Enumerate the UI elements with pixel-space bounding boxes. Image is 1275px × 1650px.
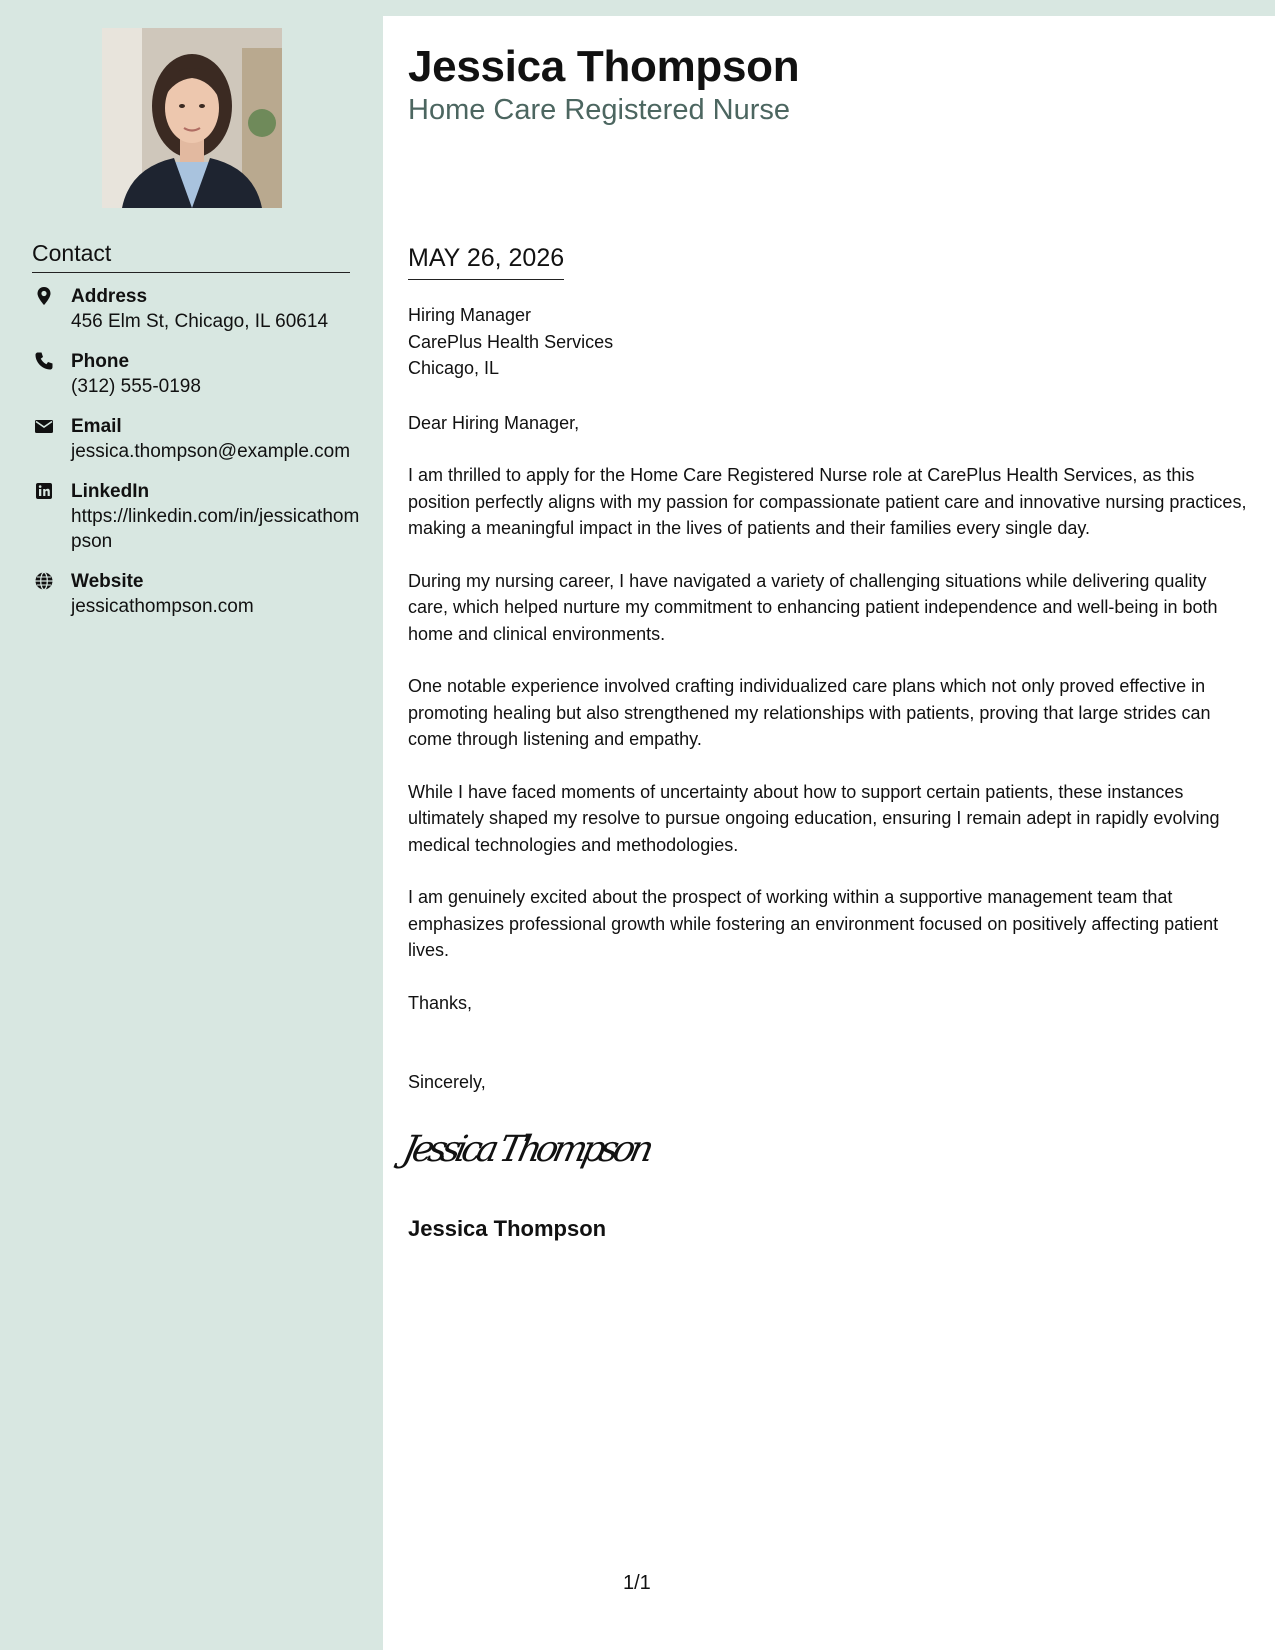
contact-value: 456 Elm St, Chicago, IL 60614 bbox=[71, 311, 329, 332]
salutation: Dear Hiring Manager, bbox=[408, 412, 580, 433]
job-title: Home Care Registered Nurse bbox=[408, 94, 790, 126]
signed-name: Jessica Thompson bbox=[408, 1216, 607, 1241]
letter-paragraph: I am thrilled to apply for the Home Care Registered Nurse role at CarePlus Health Services, as this position perfectly aligns with my passion for compassionate patient care and innovative nursing practices, making a meaningful impact in the lives of patients and their families every single day. bbox=[408, 465, 1247, 538]
contact-phone bbox=[32, 350, 362, 399]
letter-paragraph: I am genuinely excited about the prospect of working within a supportive management team that emphasizes professional growth while fostering an environment focused on positively affecting patient lives. bbox=[408, 887, 1219, 960]
contact-label: Email bbox=[71, 416, 122, 437]
recipient-line: Hiring Manager bbox=[408, 305, 532, 325]
letter-body bbox=[383, 16, 1275, 1650]
letter-content bbox=[408, 302, 1248, 1122]
recipient-block bbox=[408, 302, 1248, 382]
letter-paragraph: While I have faced moments of uncertainty about how to support certain patients, these instances ultimately shaped my resolve to pursue ongoing education, ensuring I remain adept in rapidly evolving medical technologies and methodologies. bbox=[408, 781, 1220, 855]
location-pin-icon bbox=[34, 286, 54, 306]
contact-website bbox=[32, 570, 362, 619]
handwritten-signature bbox=[399, 1123, 675, 1182]
linkedin-icon bbox=[34, 481, 54, 501]
contact-label: Website bbox=[71, 571, 144, 592]
recipient-line: Chicago, IL bbox=[408, 358, 500, 378]
contact-value[interactable]: https://linkedin.com/in/jessicathompson bbox=[71, 506, 360, 552]
contact-list bbox=[32, 285, 362, 635]
contact-label: LinkedIn bbox=[71, 481, 150, 502]
contact-email bbox=[32, 415, 362, 464]
contact-linkedin bbox=[32, 480, 362, 554]
closing-line: Sincerely, bbox=[408, 1072, 486, 1092]
globe-icon bbox=[34, 571, 54, 591]
contact-address bbox=[32, 285, 362, 334]
contact-label: Phone bbox=[71, 351, 130, 372]
recipient-line: CarePlus Health Services bbox=[408, 331, 614, 352]
envelope-icon bbox=[34, 416, 54, 436]
letter-paragraph: During my nursing career, I have navigated a variety of challenging situations while delivering quality care, which helped nurture my commitment to enhancing patient independence and well-being in both home and clinical environments. bbox=[408, 570, 1218, 644]
letter-paragraph: One notable experience involved crafting individualized care plans which not only proved effective in promoting healing but also strengthened my relationships with patients, proving that large strides can come through listening and empathy. bbox=[408, 676, 1211, 749]
contact-value[interactable]: jessica.thompson@example.com bbox=[71, 441, 351, 462]
contact-value: (312) 555-0198 bbox=[71, 376, 201, 397]
profile-photo bbox=[102, 28, 282, 208]
sidebar bbox=[0, 0, 383, 1650]
svg-text:Jessica Thompson: Jessica Thompson bbox=[399, 1127, 659, 1170]
contact-label: Address bbox=[71, 286, 148, 307]
letter-date: MAY 26, 2026 bbox=[408, 244, 564, 280]
contact-value[interactable]: jessicathompson.com bbox=[71, 596, 254, 617]
thanks-line: Thanks, bbox=[408, 992, 473, 1013]
applicant-name: Jessica Thompson bbox=[408, 42, 800, 91]
phone-icon bbox=[34, 351, 54, 371]
contact-heading: Contact bbox=[32, 240, 350, 273]
page-number: 1/1 bbox=[623, 1572, 651, 1594]
